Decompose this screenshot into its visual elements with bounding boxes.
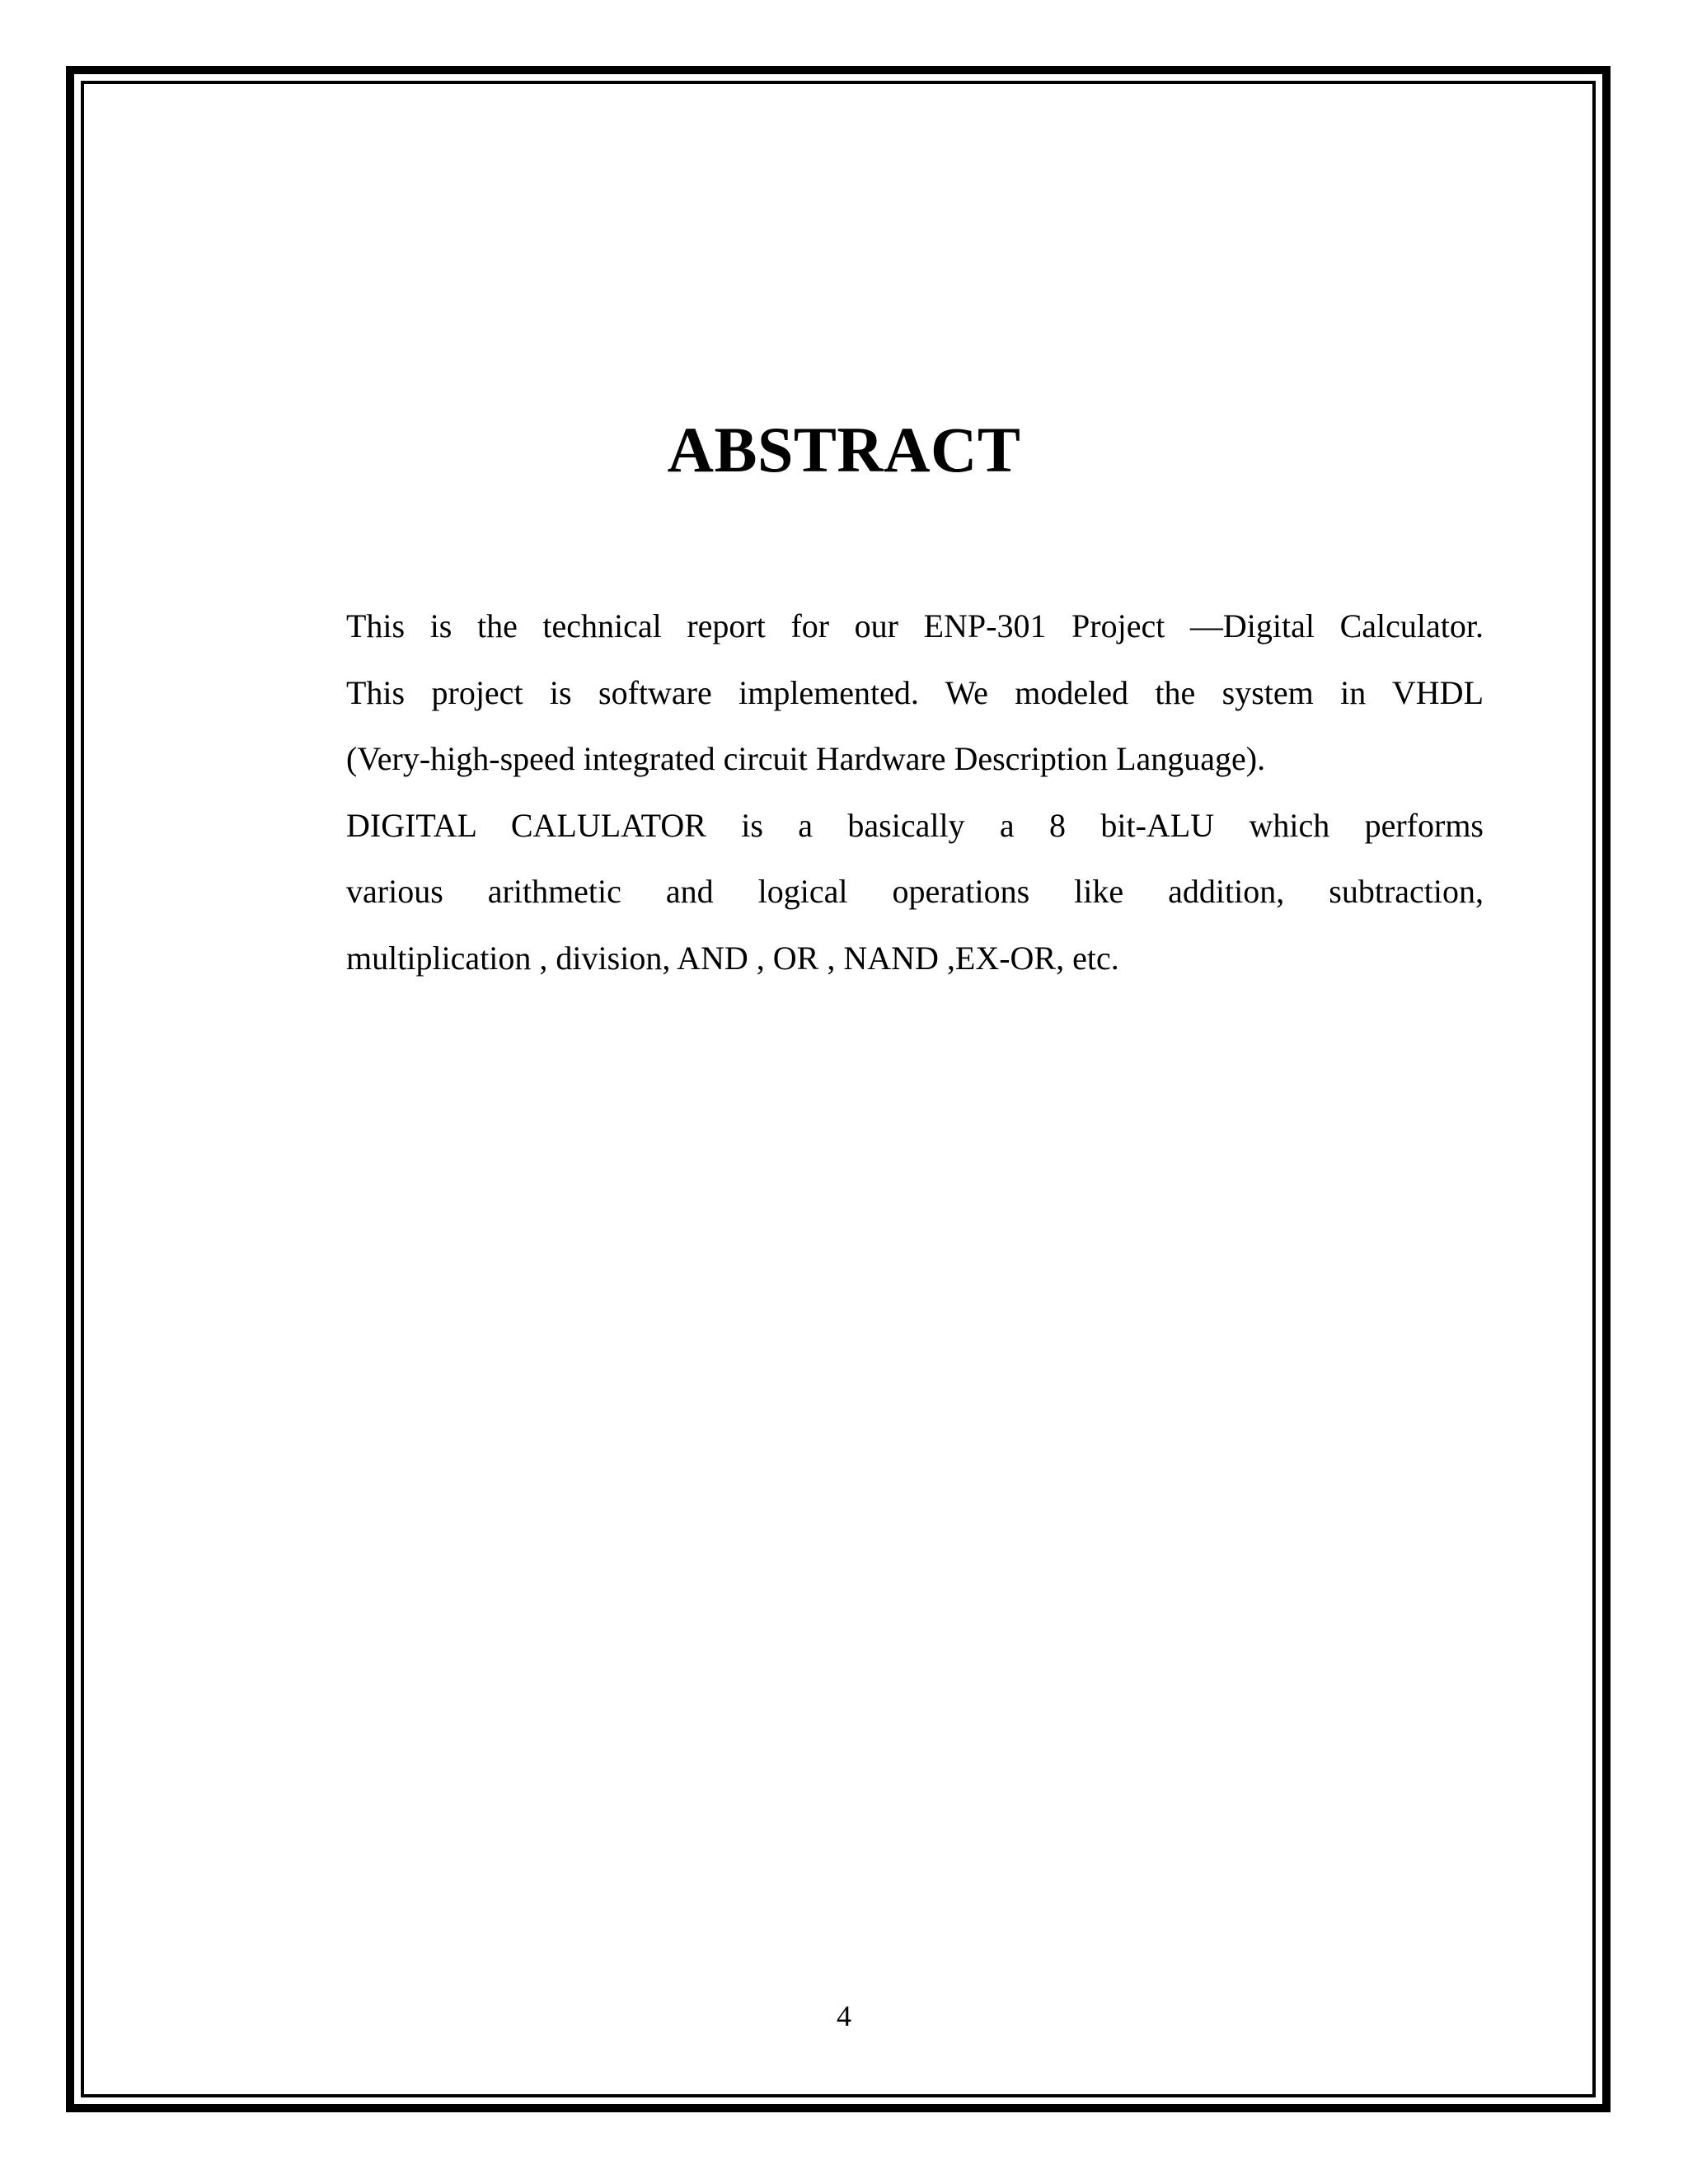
page-border-inner (81, 81, 1596, 2097)
abstract-line: various arithmetic and logical operations like addition, subtraction, (346, 873, 1484, 910)
abstract-line: DIGITAL CALULATOR is a basically a 8 bit-ALU which performs (346, 806, 1484, 844)
page-number: 4 (837, 1999, 851, 2032)
abstract-line: multiplication , division, AND , OR , NAND ,EX-OR, etc. (346, 939, 1119, 977)
page-title: ABSTRACT (667, 414, 1021, 486)
abstract-body (346, 593, 1484, 991)
abstract-line: (Very-high-speed integrated circuit Hardware Description Language). (346, 740, 1266, 777)
abstract-line: This is the technical report for our ENP-301 Project —Digital Calculator. (346, 607, 1484, 644)
abstract-line: This project is software implemented. We modeled the system in VHDL (346, 673, 1484, 711)
